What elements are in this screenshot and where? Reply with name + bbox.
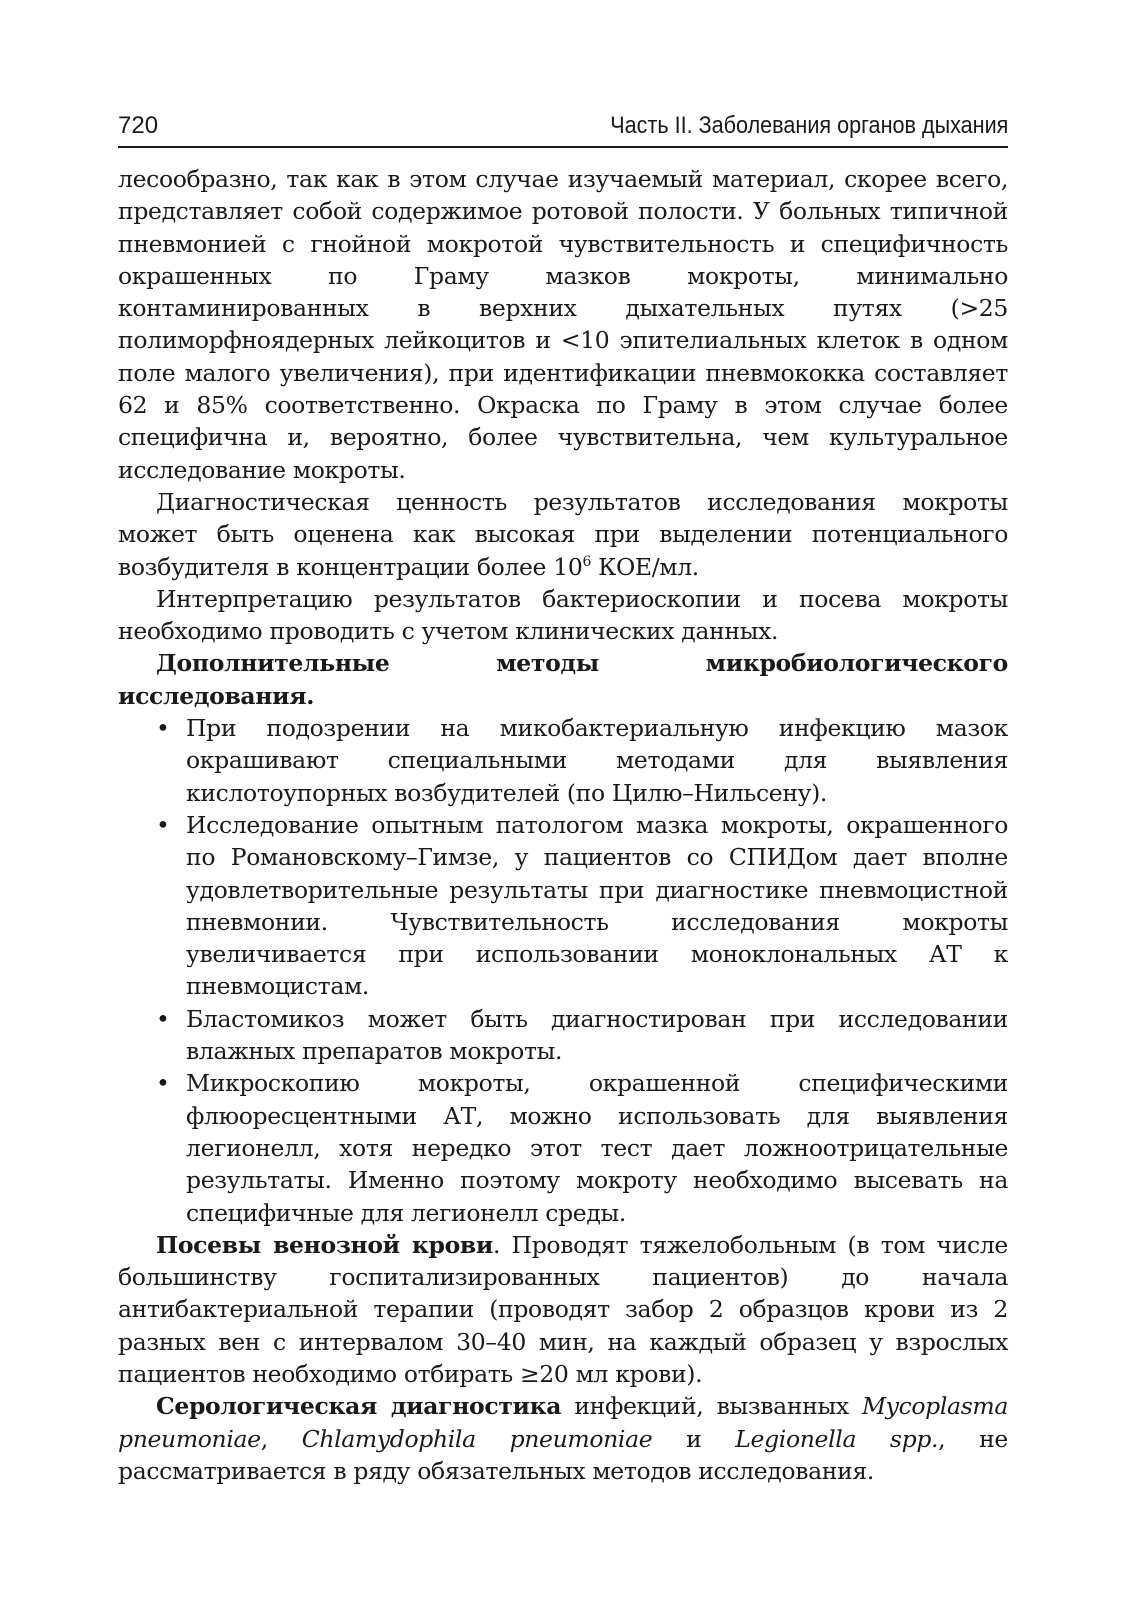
bullet-icon: • (156, 1069, 170, 1098)
subheading (118, 647, 1008, 712)
paragraph-interpretation: Интерпретацию результатов бактериоскопии и посева мокроты необходимо проводить с учетом клинических данных. (118, 584, 1008, 646)
species-name: Chlamydophila pneumoniae (301, 1424, 653, 1453)
species-name: Mycoplasma pneumoniae (118, 1392, 1009, 1453)
paragraph-text: инфекций, вызванных (561, 1392, 862, 1421)
subheading-text: Дополнительные методы микробиологического исследования. (118, 649, 1008, 710)
list-item (118, 1067, 1008, 1228)
list-item (118, 712, 1008, 809)
list-item-text: Микроскопию мокроты, окрашенной специфическими флюоресцентными АТ, можно использовать для выявления легионелл, хотя нередко этот тест дает ложноотрицательные результаты. Именно поэтому мокроту необходимо высевать на специфичные для легионелл среды. (186, 1069, 1008, 1227)
paragraph-text: , (260, 1424, 302, 1453)
paragraph-text: КОЕ/мл. (591, 552, 699, 581)
paragraph-diagnostic-value (118, 486, 1008, 583)
paragraph-serology (118, 1390, 1008, 1487)
paragraph-blood-cultures (118, 1229, 1008, 1390)
list-item-text: При подозрении на микобактериальную инфекцию мазок окрашивают специальными методами для выявления кислотоупорных возбудителей (по Цилю–Нильсену). (186, 714, 1008, 807)
list-item (118, 1003, 1008, 1068)
paragraph-text: и (652, 1424, 736, 1453)
exponent: 6 (582, 553, 592, 570)
bullet-icon: • (156, 1004, 170, 1033)
running-head (118, 110, 1008, 148)
running-title: Часть II. Заболевания органов дыхания (609, 112, 1008, 139)
inline-heading: Посевы венозной крови (156, 1230, 493, 1259)
paragraph-text: , не рассматривается в ряду обязательных методов исследования. (118, 1424, 1008, 1485)
list-item-text: Исследование опытным патологом мазка мокроты, окрашенного по Романовскому–Гимзе, у пациентов со СПИДом дает вполне удовлетворительные результаты при диагностике пневмоцистной пневмонии. Чувствительность исследования мокроты увеличивается при использовании моноклональных АТ к пневмоцистам. (186, 810, 1008, 1001)
species-name: Legionella spp. (735, 1424, 939, 1453)
bullet-icon: • (156, 810, 170, 839)
list-item-text: Бластомикоз может быть диагностирован при исследовании влажных препаратов мокроты. (186, 1004, 1008, 1066)
book-page (118, 0, 1008, 1600)
paragraph-text: . Проводят тяжелобольным (в том числе большинству госпитализированных пациентов) до начала антибактериальной терапии (проводят забор 2 образцов крови из 2 разных вен с интервалом 30–40 мин, на каждый образец у взрослых пациентов необходимо отбирать ≥20 мл крови). (118, 1230, 1008, 1388)
paragraph-continued: лесообразно, так как в этом случае изучаемый материал, скорее всего, представляет собой содержимое ротовой полости. У больных типичной пневмонией с гнойной мокротой чувствительность и специфичность окрашенных по Граму мазков мокроты, минимально контаминированных в верхних дыхательных путях (>25 полиморфноядерных лейкоцитов и <10 эпителиальных клеток в одном поле малого увеличения), при идентификации пневмококка составляет 62 и 85% соответственно. Окраска по Граму в этом случае более специфична и, вероятно, более чувствительна, чем культуральное исследование мокроты. (118, 165, 1008, 484)
inline-heading: Серологическая диагностика (156, 1392, 562, 1421)
bullet-list (118, 712, 1008, 1229)
page-number: 720 (118, 112, 159, 139)
paragraph-text: Диагностическая ценность результатов исследования мокроты может быть оценена как высокая при выделении потенциального возбудителя в концентрации более 10 (118, 487, 1008, 581)
bullet-icon: • (156, 714, 170, 743)
body-text (118, 163, 1008, 1487)
list-item (118, 809, 1008, 1003)
